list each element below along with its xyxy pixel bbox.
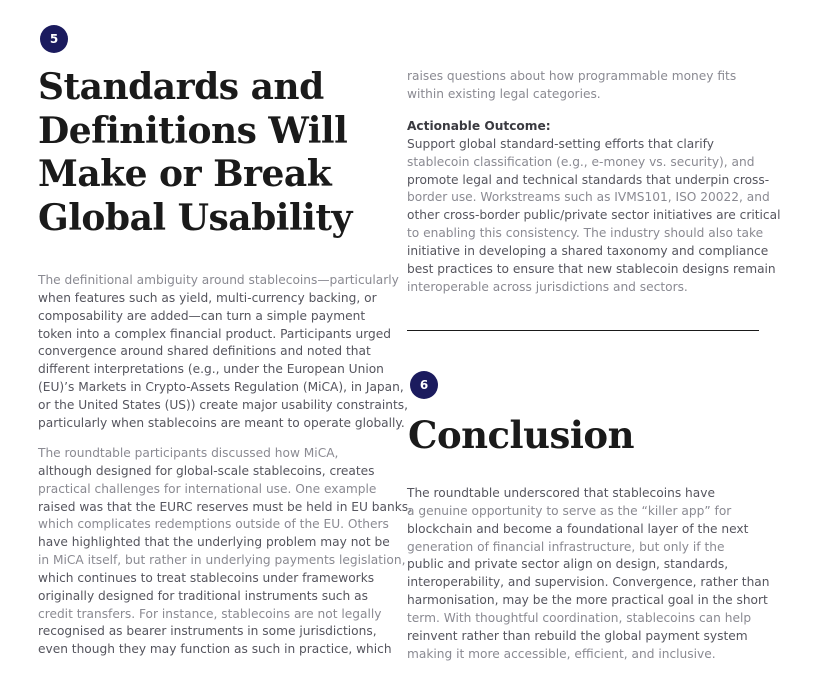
text-line: best practices to ensure that new stablecoin designs remain [407, 261, 776, 276]
text-line: composability are added—can turn a simple payment [38, 308, 366, 323]
body-paragraph [38, 445, 412, 659]
actionable-outcome-label: Actionable Outcome: [407, 119, 551, 133]
section-divider [407, 330, 759, 331]
section-number-badge: 6 [410, 371, 438, 399]
section-number-badge: 5 [40, 25, 68, 53]
text-line: reinvent rather than rebuild the global payment system [407, 628, 748, 643]
text-line: interoperability, and supervision. Convergence, rather than [407, 575, 770, 590]
text-line: within existing legal categories. [407, 86, 601, 101]
body-paragraph [407, 68, 736, 104]
conclusion-paragraph [407, 485, 769, 663]
text-line: promote legal and technical standards that underpin cross- [407, 172, 770, 187]
text-line: token into a complex financial product. Participants urged [38, 326, 392, 341]
section-title-line: Standards and [38, 66, 324, 108]
text-line: different interpretations (e.g., under the European Union [38, 362, 384, 377]
section-title [38, 66, 378, 240]
text-line: when features such as yield, multi-currency backing, or [38, 290, 377, 305]
text-line: even though they may function as such in practice, which [38, 642, 392, 657]
text-line: interoperable across jurisdictions and sectors. [407, 279, 688, 294]
text-line: raised was that the EURC reserves must be held in EU banks, [38, 499, 412, 514]
text-line: other cross-border public/private sector initiatives are critical [407, 208, 781, 223]
text-line: raises questions about how programmable money fits [407, 69, 737, 83]
text-line: making it more accessible, efficient, and inclusive. [407, 646, 716, 661]
text-line: credit transfers. For instance, stablecoins are not legally [38, 606, 382, 621]
text-line: Support global standard-setting efforts that clarify [407, 136, 714, 151]
text-line: which continues to treat stablecoins under frameworks [38, 570, 375, 585]
text-line: generation of financial infrastructure, but only if the [407, 539, 725, 554]
text-line: although designed for global-scale stablecoins, creates [38, 463, 375, 478]
text-line: stablecoin classification (e.g., e-money vs. security), and [407, 154, 755, 169]
text-line: The roundtable participants discussed how MiCA, [38, 446, 339, 460]
text-line: have highlighted that the underlying problem may not be [38, 535, 390, 550]
text-line: The definitional ambiguity around stablecoins—particularly [38, 273, 399, 287]
text-line: public and private sector align on design, standards, [407, 557, 729, 572]
text-line: The roundtable underscored that stablecoins have [407, 486, 715, 500]
text-line: a genuine opportunity to serve as the “killer app” for [407, 503, 732, 518]
text-line: in MiCA itself, but rather in underlying payments legislation, [38, 553, 406, 568]
conclusion-title: Conclusion [408, 413, 634, 457]
text-line: initiative in developing a shared taxonomy and compliance [407, 243, 769, 258]
section-title-line: Global Usability [38, 196, 352, 239]
text-line: harmonisation, may be the more practical goal in the short [407, 593, 768, 608]
text-line: (EU)’s Markets in Crypto-Assets Regulation (MiCA), in Japan, [38, 380, 404, 395]
text-line: practical challenges for international use. One example [38, 481, 377, 496]
text-line: particularly when stablecoins are meant to operate globally. [38, 415, 405, 430]
text-line: term. With thoughtful coordination, stablecoins can help [407, 610, 752, 625]
actionable-outcome [407, 118, 781, 296]
section-title-line: Make or Break [38, 153, 332, 195]
text-line: or the United States (US)) create major usability constraints, [38, 397, 408, 412]
text-line: which complicates redemptions outside of the EU. Others [38, 517, 389, 532]
text-line: blockchain and become a foundational layer of the next [407, 521, 749, 536]
text-line: to enabling this consistency. The industry should also take [407, 226, 764, 241]
text-line: originally designed for traditional instruments such as [38, 588, 368, 603]
body-paragraph [38, 272, 408, 433]
text-line: recognised as bearer instruments in some jurisdictions, [38, 624, 377, 639]
section-title-line: Definitions Will [38, 109, 348, 152]
text-line: convergence around shared definitions and noted that [38, 344, 371, 359]
text-line: border use. Workstreams such as IVMS101, ISO 20022, and [407, 190, 770, 205]
